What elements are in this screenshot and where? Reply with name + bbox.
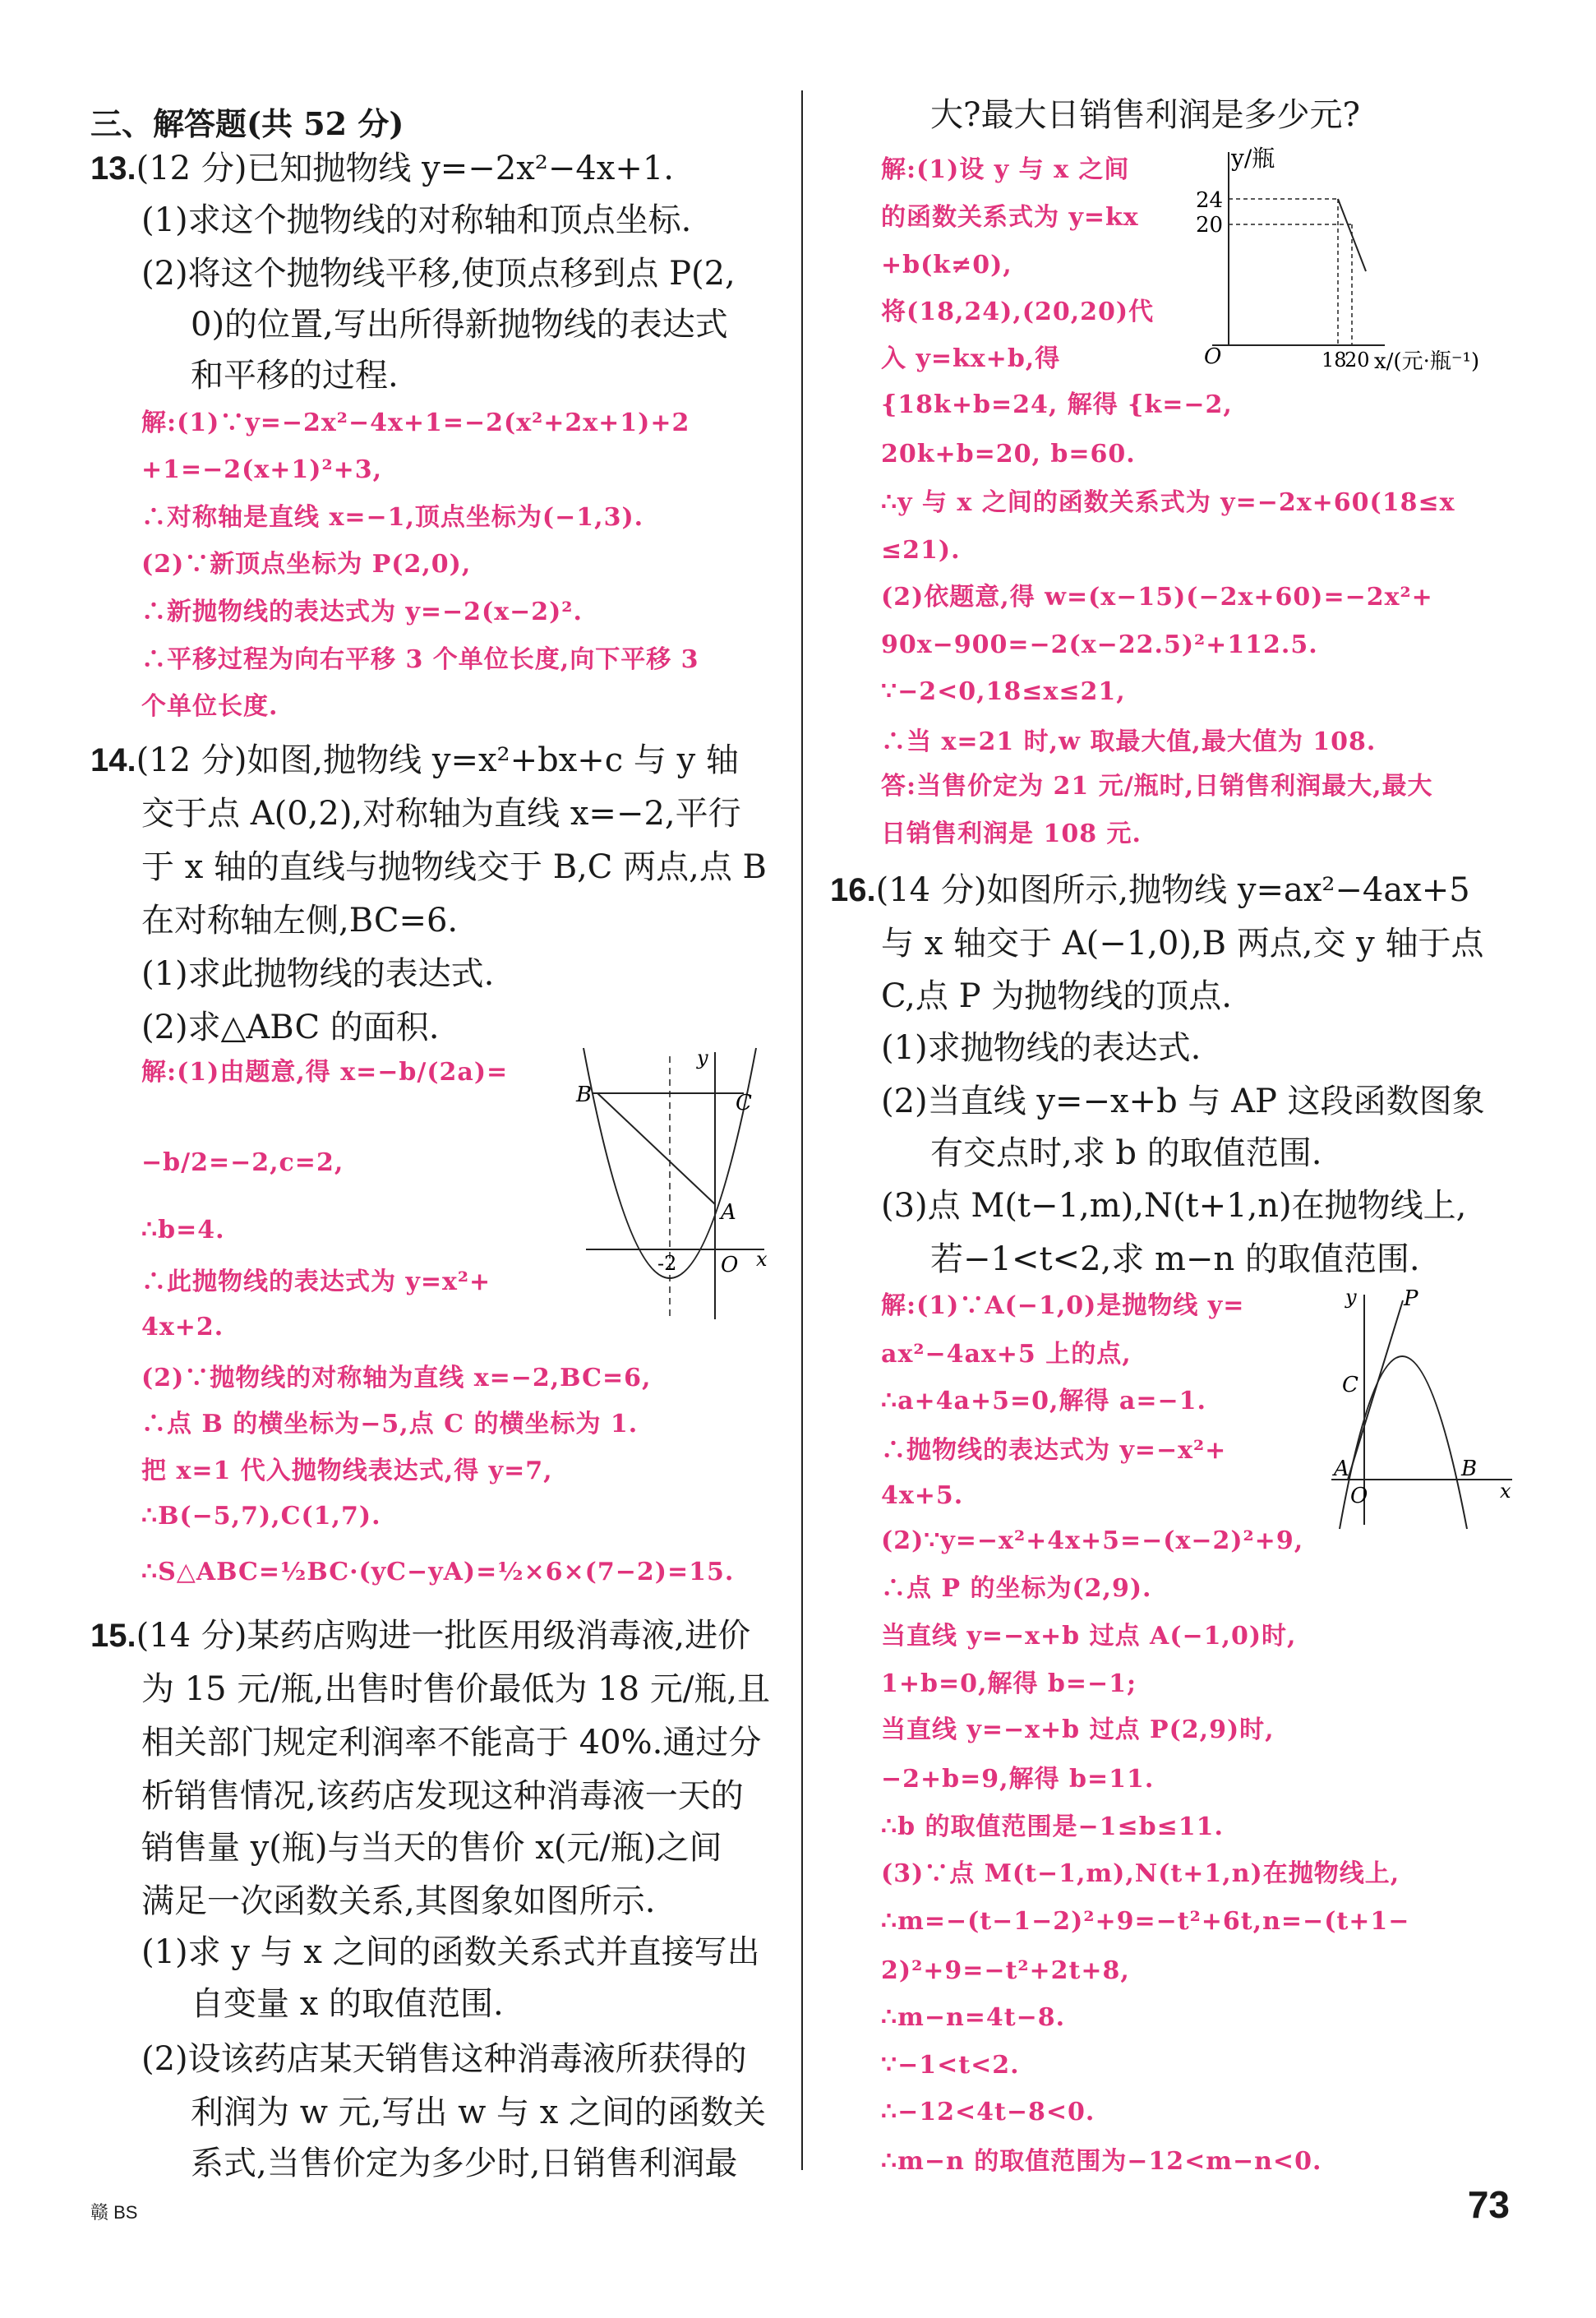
left-line-12 xyxy=(141,692,279,721)
left-line-text-25: ∴点 B 的横坐标为−5,点 C 的横坐标为 1. xyxy=(141,1410,639,1438)
left-line-text-13: (12 分)如图,抛物线 y=x²+bx+c 与 y 轴 xyxy=(136,741,739,779)
left-line-text-23: 4x+2. xyxy=(141,1313,224,1341)
left-line-22 xyxy=(141,1270,491,1295)
left-line-text-0: 三、解答题(共 52 分) xyxy=(90,105,404,142)
fig14-label-A: A xyxy=(721,1200,736,1225)
left-line-text-17: (1)求此抛物线的表达式. xyxy=(141,955,495,993)
right-line-text-8: ∴y 与 x 之间的函数关系式为 y=−2x+60(18≤x xyxy=(881,488,1455,517)
right-line-text-1: 解:(1)设 y 与 x 之间 xyxy=(881,155,1130,184)
left-line-text-29: (14 分)某药店购进一批医用级消毒液,进价 xyxy=(136,1617,751,1655)
fig14-label-C: C xyxy=(736,1091,752,1115)
right-line-38 xyxy=(881,1956,1130,1985)
right-line-text-32: 1+b=0,解得 b=−1; xyxy=(881,1669,1137,1698)
right-line-text-41: ∴−12<4t−8<0. xyxy=(881,2098,1096,2126)
right-line-12 xyxy=(881,677,1126,706)
left-line-text-32: 析销售情况,该药店发现这种消毒液一天的 xyxy=(141,1777,744,1815)
right-line-42 xyxy=(881,2149,1322,2174)
right-line-24 xyxy=(881,1291,1245,1320)
left-line-text-7: +1=−2(x+1)²+3, xyxy=(141,455,383,484)
right-line-text-37: ∴m=−(t−1−2)²+9=−t²+6t,n=−(t+1− xyxy=(881,1907,1410,1936)
left-line-10 xyxy=(141,600,583,625)
left-line-text-3: (2)将这个抛物线平移,使顶点移到点 P(2, xyxy=(141,255,736,293)
right-line-text-13: ∴当 x=21 时,w 取最大值,最大值为 108. xyxy=(881,727,1377,756)
right-line-text-22: (3)点 M(t−1,m),N(t+1,n)在抛物线上, xyxy=(881,1187,1467,1225)
left-line-30 xyxy=(141,1670,771,1708)
right-line-37 xyxy=(881,1909,1409,1934)
right-line-19 xyxy=(881,1029,1202,1067)
left-line-text-39: 系式,当售价定为多少时,日销售利润最 xyxy=(191,2145,738,2182)
right-line-7 xyxy=(881,442,1136,467)
left-line-4 xyxy=(191,306,728,344)
right-line-text-28: 4x+5. xyxy=(881,1481,964,1510)
figure-15-sales-graph xyxy=(1192,140,1537,386)
right-line-text-9: ≤21). xyxy=(881,536,961,565)
right-line-text-27: ∴抛物线的表达式为 y=−x²+ xyxy=(881,1436,1227,1465)
right-line-31 xyxy=(881,1624,1296,1649)
right-line-text-39: ∴m−n=4t−8. xyxy=(881,2003,1066,2032)
right-line-text-42: ∴m−n 的取值范围为−12<m−n<0. xyxy=(881,2147,1322,2176)
left-line-text-2: (1)求这个抛物线的对称轴和顶点坐标. xyxy=(141,201,692,239)
right-line-36 xyxy=(881,1859,1400,1888)
column-divider xyxy=(801,90,803,2170)
left-line-23 xyxy=(141,1315,224,1340)
fig15-label-O: O xyxy=(1204,344,1222,369)
left-line-28 xyxy=(141,1560,734,1585)
left-line-21 xyxy=(141,1218,225,1243)
left-line-text-35: (1)求 y 与 x 之间的函数关系式并直接写出 xyxy=(141,1933,760,1971)
left-line-9 xyxy=(141,552,471,577)
left-line-16 xyxy=(141,902,459,940)
left-line-text-12: 个单位长度. xyxy=(141,692,279,721)
figure-14-parabola xyxy=(576,1046,777,1328)
right-line-15 xyxy=(881,822,1142,847)
right-line-text-26: ∴a+4a+5=0,解得 a=−1. xyxy=(881,1387,1206,1415)
right-line-text-34: −2+b=9,解得 b=11. xyxy=(881,1765,1155,1794)
page-number: 73 xyxy=(1467,2183,1510,2226)
right-line-text-14: 答:当售价定为 21 元/瓶时,日销售利润最大,最大 xyxy=(881,772,1433,801)
left-line-29 xyxy=(90,1617,751,1655)
right-line-8 xyxy=(881,488,1455,517)
fig16-label-O: O xyxy=(1350,1484,1368,1508)
right-line-text-36: (3)∵点 M(t−1,m),N(t+1,n)在抛物线上, xyxy=(881,1859,1400,1888)
fig16-label-y: y xyxy=(1345,1286,1357,1309)
right-question-number-16: 16. xyxy=(830,872,876,908)
left-line-text-19: 解:(1)由题意,得 x=−b/(2a)= xyxy=(141,1058,509,1087)
right-line-text-10: (2)依题意,得 w=(x−15)(−2x+60)=−2x²+ xyxy=(881,583,1433,612)
right-line-18 xyxy=(881,977,1232,1015)
right-line-text-40: ∵−1<t<2. xyxy=(881,2051,1020,2080)
left-line-14 xyxy=(141,795,741,833)
right-line-30 xyxy=(881,1574,1152,1603)
fig15-label-20: 20 xyxy=(1196,213,1224,238)
right-line-23 xyxy=(930,1240,1420,1278)
left-line-27 xyxy=(141,1504,381,1529)
left-line-26 xyxy=(141,1459,553,1484)
left-line-35 xyxy=(141,1933,760,1971)
fig16-label-B: B xyxy=(1461,1457,1478,1481)
left-line-text-15: 于 x 轴的直线与抛物线交于 B,C 两点,点 B xyxy=(141,848,767,886)
right-line-33 xyxy=(881,1715,1275,1744)
left-line-text-6: 解:(1)∵y=−2x²−4x+1=−2(x²+2x+1)+2 xyxy=(141,409,690,437)
right-line-text-30: ∴点 P 的坐标为(2,9). xyxy=(881,1574,1152,1603)
left-line-39 xyxy=(191,2147,737,2180)
left-line-text-8: ∴对称轴是直线 x=−1,顶点坐标为(−1,3). xyxy=(141,503,644,532)
right-line-text-2: 的函数关系式为 y=kx xyxy=(881,203,1139,232)
right-line-35 xyxy=(881,1812,1224,1841)
left-line-text-21: ∴b=4. xyxy=(141,1216,225,1244)
left-line-text-33: 销售量 y(瓶)与当天的售价 x(元/瓶)之间 xyxy=(141,1829,722,1867)
footer-edition: 赣 BS xyxy=(90,2202,138,2223)
fig15-label-18: 18 xyxy=(1322,349,1347,372)
figure-16-parabola xyxy=(1327,1282,1516,1529)
right-line-text-25: ax²−4ax+5 上的点, xyxy=(881,1340,1132,1369)
right-line-0 xyxy=(930,96,1360,134)
fig16-label-A: A xyxy=(1334,1457,1349,1481)
left-line-text-5: 和平移的过程. xyxy=(191,357,399,395)
right-line-text-5: 入 y=kx+b,得 xyxy=(881,344,1061,373)
left-line-text-18: (2)求△ABC 的面积. xyxy=(141,1009,440,1046)
left-line-text-22: ∴此抛物线的表达式为 y=x²+ xyxy=(141,1268,491,1296)
left-line-text-30: 为 15 元/瓶,出售时售价最低为 18 元/瓶,且 xyxy=(141,1670,771,1708)
fig16-label-x: x xyxy=(1500,1480,1511,1503)
right-line-text-33: 当直线 y=−x+b 过点 P(2,9)时, xyxy=(881,1715,1275,1744)
right-line-9 xyxy=(881,538,961,563)
right-line-text-15: 日销售利润是 108 元. xyxy=(881,820,1142,848)
left-line-32 xyxy=(141,1777,744,1815)
left-line-text-1: (12 分)已知抛物线 y=−2x²−4x+1. xyxy=(136,150,675,187)
left-line-text-38: 利润为 w 元,写出 w 与 x 之间的函数关 xyxy=(191,2094,767,2131)
right-line-4 xyxy=(881,300,1154,325)
left-line-15 xyxy=(141,848,767,886)
left-line-text-34: 满足一次函数关系,其图象如图所示. xyxy=(141,1882,656,1920)
left-line-6 xyxy=(141,411,690,436)
left-line-33 xyxy=(141,1829,722,1867)
right-line-text-17: 与 x 轴交于 A(−1,0),B 两点,交 y 轴于点 xyxy=(881,925,1484,963)
left-question-number-29: 15. xyxy=(90,1618,136,1654)
right-line-3 xyxy=(881,253,1012,278)
right-line-text-3: +b(k≠0), xyxy=(881,251,1012,279)
left-line-text-11: ∴平移过程为向右平移 3 个单位长度,向下平移 3 xyxy=(141,645,699,674)
left-line-text-20: −b/2=−2,c=2, xyxy=(141,1148,344,1177)
right-line-20 xyxy=(881,1085,1485,1118)
left-line-2 xyxy=(141,201,692,239)
left-line-24 xyxy=(141,1366,651,1391)
fig15-label-20x: 20 xyxy=(1345,349,1370,372)
right-line-16 xyxy=(830,871,1470,909)
right-line-text-12: ∵−2<0,18≤x≤21, xyxy=(881,677,1126,706)
right-line-1 xyxy=(881,155,1130,184)
right-line-text-24: 解:(1)∵A(−1,0)是抛物线 y= xyxy=(881,1291,1245,1320)
left-line-text-26: 把 x=1 代入抛物线表达式,得 y=7, xyxy=(141,1457,553,1485)
left-line-text-10: ∴新抛物线的表达式为 y=−2(x−2)². xyxy=(141,598,583,626)
left-line-13 xyxy=(90,741,739,779)
right-line-text-35: ∴b 的取值范围是−1≤b≤11. xyxy=(881,1812,1224,1841)
right-line-2 xyxy=(881,205,1139,230)
fig15-label-x: x/(元·瓶⁻¹) xyxy=(1374,349,1480,374)
left-line-text-9: (2)∵新顶点坐标为 P(2,0), xyxy=(141,550,472,579)
fig16-label-C: C xyxy=(1342,1373,1358,1397)
right-line-29 xyxy=(881,1526,1304,1555)
right-line-text-31: 当直线 y=−x+b 过点 A(−1,0)时, xyxy=(881,1622,1297,1651)
fig14-label-minus2: -2 xyxy=(657,1252,677,1275)
right-line-text-29: (2)∵y=−x²+4x+5=−(x−2)²+9, xyxy=(881,1526,1304,1555)
left-line-34 xyxy=(141,1882,656,1920)
left-line-text-31: 相关部门规定利润率不能高于 40%.通过分 xyxy=(141,1724,762,1762)
left-question-number-1: 13. xyxy=(90,150,136,187)
right-line-22 xyxy=(881,1187,1467,1225)
left-line-text-36: 自变量 x 的取值范围. xyxy=(191,1985,504,2023)
right-line-text-23: 若−1<t<2,求 m−n 的取值范围. xyxy=(930,1240,1420,1278)
right-line-21 xyxy=(930,1134,1322,1172)
left-line-25 xyxy=(141,1412,638,1437)
left-line-1 xyxy=(90,152,674,185)
left-line-text-37: (2)设该药店某天销售这种消毒液所获得的 xyxy=(141,2040,747,2078)
left-line-text-27: ∴B(−5,7),C(1,7). xyxy=(141,1502,381,1531)
right-line-32 xyxy=(881,1669,1137,1698)
left-line-37 xyxy=(141,2040,747,2078)
right-line-40 xyxy=(881,2053,1020,2078)
right-line-text-6: {18k+b=24, 解得 {k=−2, xyxy=(881,390,1233,419)
right-line-text-21: 有交点时,求 b 的取值范围. xyxy=(930,1134,1322,1172)
right-line-text-38: 2)²+9=−t²+2t+8, xyxy=(881,1956,1130,1985)
right-line-34 xyxy=(881,1767,1154,1792)
left-line-18 xyxy=(141,1011,439,1044)
right-line-41 xyxy=(881,2100,1095,2125)
fig16-label-P: P xyxy=(1404,1286,1418,1311)
right-line-17 xyxy=(881,925,1484,963)
left-question-number-13: 14. xyxy=(90,742,136,778)
left-line-17 xyxy=(141,955,495,993)
fig15-label-y: y/瓶 xyxy=(1231,145,1275,172)
right-line-text-20: (2)当直线 y=−x+b 与 AP 这段函数图象 xyxy=(881,1083,1485,1120)
right-line-text-19: (1)求抛物线的表达式. xyxy=(881,1029,1202,1067)
right-line-text-18: C,点 P 为抛物线的顶点. xyxy=(881,977,1232,1015)
left-line-31 xyxy=(141,1724,762,1762)
right-line-28 xyxy=(881,1481,964,1510)
right-line-39 xyxy=(881,2003,1066,2032)
right-line-11 xyxy=(881,630,1318,659)
right-line-text-7: 20k+b=20, b=60. xyxy=(881,440,1136,469)
left-line-text-14: 交于点 A(0,2),对称轴为直线 x=−2,平行 xyxy=(141,795,741,833)
fig15-sales-line xyxy=(1338,199,1366,271)
left-line-5 xyxy=(191,357,399,395)
right-line-text-11: 90x−900=−2(x−22.5)²+112.5. xyxy=(881,630,1318,659)
right-line-text-16: (14 分)如图所示,抛物线 y=ax²−4ax+5 xyxy=(875,871,1470,909)
fig15-label-24: 24 xyxy=(1196,188,1224,213)
left-line-19 xyxy=(141,1060,508,1085)
right-line-13 xyxy=(881,727,1377,756)
left-line-text-4: 0)的位置,写出所得新抛物线的表达式 xyxy=(191,306,728,344)
left-line-text-16: 在对称轴左侧,BC=6. xyxy=(141,902,459,940)
left-line-11 xyxy=(141,645,699,674)
left-line-text-28: ∴S△ABC=½BC·(yC−yA)=½×6×(7−2)=15. xyxy=(141,1558,735,1586)
right-line-14 xyxy=(881,774,1433,799)
left-line-8 xyxy=(141,503,644,532)
right-line-10 xyxy=(881,585,1433,610)
fig14-label-O: O xyxy=(721,1253,739,1277)
fig14-label-x: x xyxy=(756,1248,768,1271)
right-line-text-0: 大?最大日销售利润是多少元? xyxy=(930,96,1360,134)
left-line-38 xyxy=(191,2096,766,2129)
right-line-25 xyxy=(881,1342,1132,1367)
fig14-label-y: y xyxy=(697,1046,708,1069)
right-line-27 xyxy=(881,1438,1226,1463)
left-line-3 xyxy=(141,255,736,293)
fig14-label-B: B xyxy=(576,1083,593,1107)
right-line-26 xyxy=(881,1389,1206,1414)
right-line-6 xyxy=(881,390,1233,419)
right-line-text-4: 将(18,24),(20,20)代 xyxy=(881,298,1155,326)
left-line-36 xyxy=(191,1985,504,2023)
left-line-7 xyxy=(141,455,383,484)
right-line-5 xyxy=(881,344,1061,373)
left-line-text-24: (2)∵抛物线的对称轴为直线 x=−2,BC=6, xyxy=(141,1364,652,1392)
left-line-0 xyxy=(90,99,404,144)
left-line-20 xyxy=(141,1148,344,1177)
